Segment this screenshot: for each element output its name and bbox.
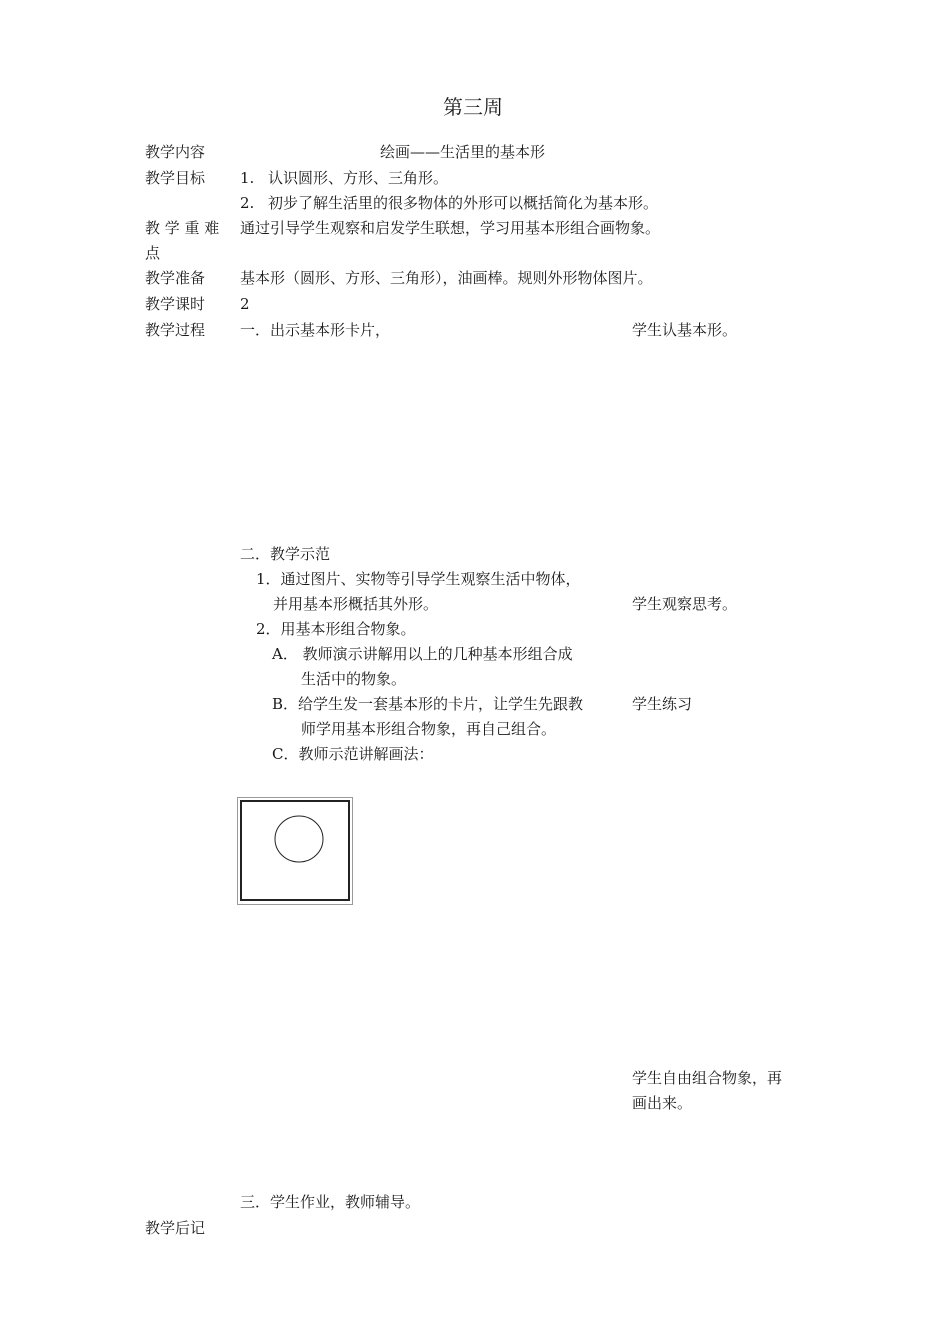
- goal-2-num: 2.: [240, 194, 255, 212]
- circle-in-square-sketch: [237, 797, 353, 905]
- preparation-label: 教学准备: [145, 269, 206, 287]
- key-points-value: 通过引导学生观察和启发学生联想，学习用基本形组合画物象。: [240, 219, 661, 237]
- hours-value: 2: [240, 295, 250, 313]
- goal-1-text: 认识圆形、方形、三角形。: [268, 169, 449, 187]
- step2-c: C．教师示范讲解画法：: [272, 745, 434, 763]
- step2-sub1-line2: 并用基本形概括其外形。: [273, 595, 439, 613]
- step2-free-line2: 画出来。: [632, 1094, 693, 1112]
- content-label: 教学内容: [145, 143, 206, 161]
- step2-a-line1: A． 教师演示讲解用以上的几种基本形组合成: [272, 645, 573, 663]
- step2-b-line1: B．给学生发一套基本形的卡片，让学生先跟教: [272, 695, 584, 713]
- hours-label: 教学课时: [145, 295, 206, 313]
- step2-free-line1: 学生自由组合物象，再: [632, 1069, 783, 1087]
- step2-sub2: 2．用基本形组合物象。: [256, 620, 416, 638]
- step1-text: 一．出示基本形卡片，: [240, 321, 391, 339]
- goal-1-num: 1.: [240, 169, 255, 187]
- step2-a-line2: 生活中的物象。: [301, 670, 407, 688]
- step2-sub1-student: 学生观察思考。: [632, 595, 738, 613]
- key-points-label-cont: 点: [145, 244, 161, 262]
- process-label: 教学过程: [145, 321, 206, 339]
- page-title: 第三周: [443, 95, 503, 119]
- preparation-value: 基本形（圆形、方形、三角形），油画棒。规则外形物体图片。: [240, 269, 653, 287]
- goals-label: 教学目标: [145, 169, 206, 187]
- step2-b-line2: 师学用基本形组合物象，再自己组合。: [301, 720, 557, 738]
- goal-2-text: 初步了解生活里的很多物体的外形可以概括简化为基本形。: [268, 194, 659, 212]
- step3-text: 三．学生作业，教师辅导。: [240, 1193, 421, 1211]
- reflection-label: 教学后记: [145, 1219, 206, 1237]
- step2-b-student: 学生练习: [632, 695, 693, 713]
- content-value: 绘画——生活里的基本形: [380, 143, 546, 161]
- step1-student: 学生认基本形。: [632, 321, 738, 339]
- key-points-label: 教 学 重 难: [145, 219, 220, 237]
- step2-sub1-line1: 1．通过图片、实物等引导学生观察生活中物体，: [256, 570, 581, 588]
- step2-heading: 二．教学示范: [240, 545, 331, 563]
